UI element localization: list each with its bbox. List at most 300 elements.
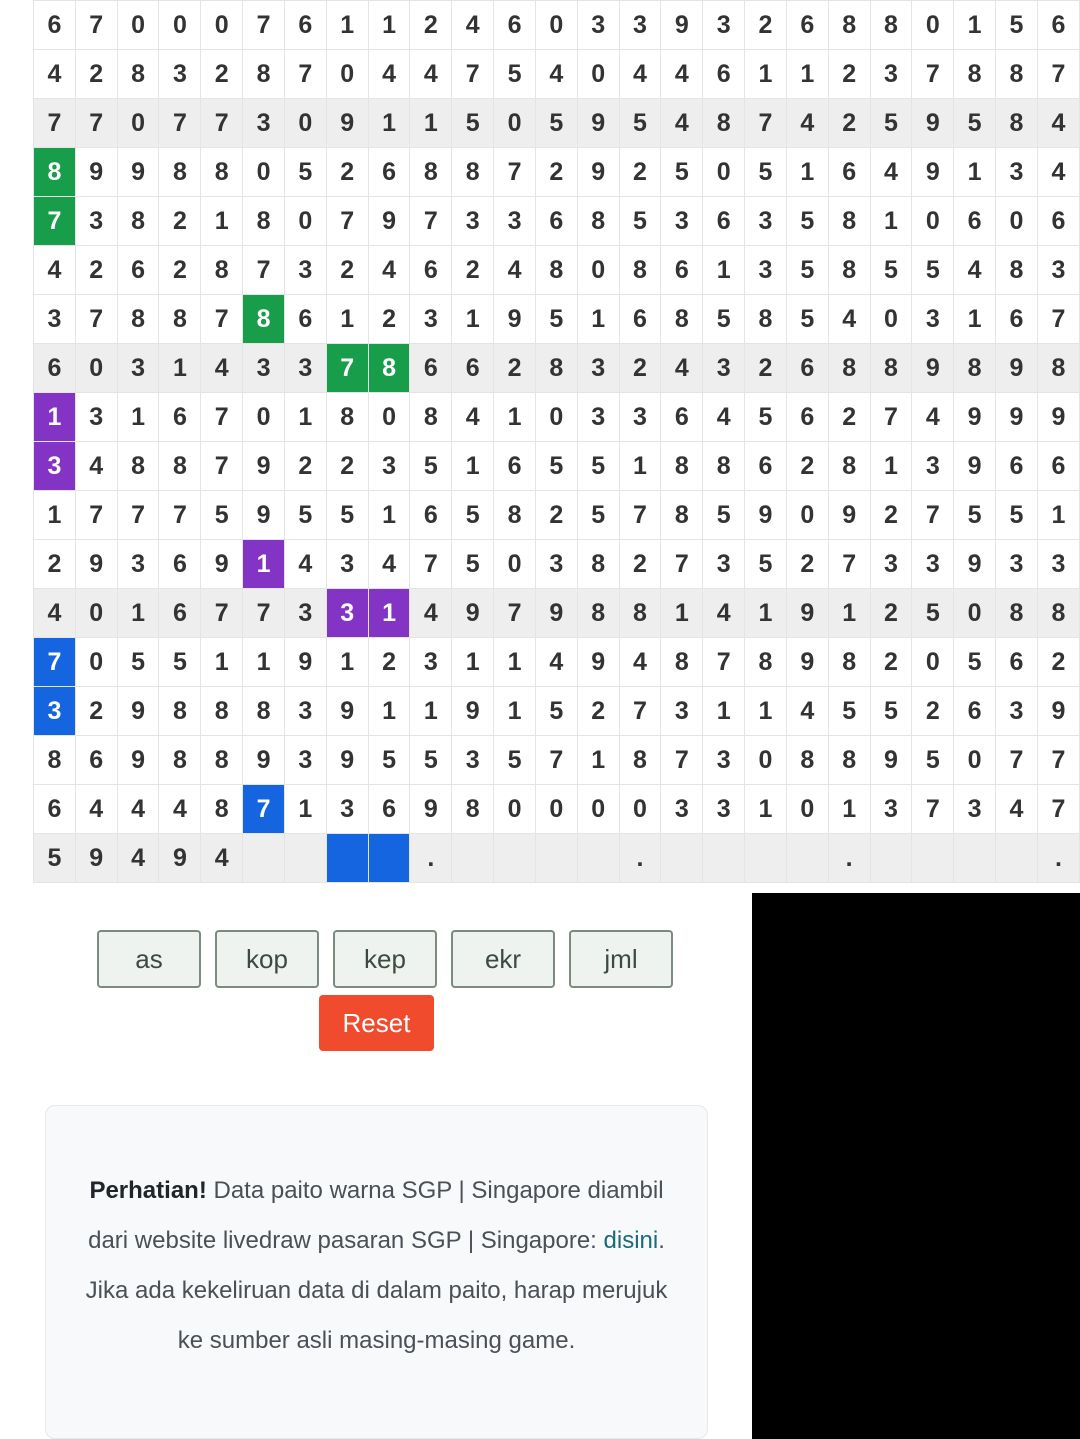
table-cell-digit: 1	[745, 50, 787, 99]
table-cell-digit: 5	[870, 99, 912, 148]
table-cell-digit: 3	[703, 540, 745, 589]
table-cell-digit: 6	[284, 1, 326, 50]
table-cell-separator: 4	[410, 589, 452, 638]
table-cell-separator: 2	[828, 99, 870, 148]
table-cell-separator: 9	[201, 540, 243, 589]
table-cell-digit: 3	[284, 589, 326, 638]
table-row	[34, 687, 1080, 736]
table-cell-digit: 1	[745, 785, 787, 834]
table-cell-digit: 0	[577, 50, 619, 99]
table-cell-digit: 6	[703, 50, 745, 99]
table-cell-digit: 8	[34, 736, 76, 785]
table-cell-separator: 8	[828, 442, 870, 491]
table-row	[34, 197, 1080, 246]
table-cell-digit: 4	[34, 246, 76, 295]
table-cell-digit: 3	[577, 393, 619, 442]
table-cell-digit: 3	[284, 246, 326, 295]
table-cell-digit: 4	[661, 50, 703, 99]
table-cell-separator: 6	[410, 491, 452, 540]
table-cell-separator: 8	[828, 344, 870, 393]
table-cell-separator: 1	[201, 638, 243, 687]
table-cell-digit: 1	[284, 785, 326, 834]
table-cell-separator: 1	[828, 589, 870, 638]
table-cell-digit: 8	[452, 148, 494, 197]
table-cell-digit: 5	[159, 638, 201, 687]
table-cell-digit: 1	[326, 295, 368, 344]
table-cell-digit: 3	[75, 197, 117, 246]
table-cell-digit: 8	[34, 148, 76, 197]
table-cell-digit: 6	[368, 148, 410, 197]
filter-button-row	[97, 930, 657, 988]
table-cell-digit: 7	[75, 99, 117, 148]
table-cell-digit: 0	[535, 785, 577, 834]
table-cell-digit: 0	[912, 197, 954, 246]
reset-button[interactable]: Reset	[319, 995, 434, 1051]
table-cell-digit: 8	[577, 197, 619, 246]
table-cell-digit: 3	[452, 197, 494, 246]
table-cell-separator: 4	[619, 638, 661, 687]
table-cell-digit: 3	[117, 540, 159, 589]
table-cell-digit: 1	[326, 1, 368, 50]
table-cell-separator: 9	[828, 491, 870, 540]
table-cell-digit: 0	[954, 736, 996, 785]
table-cell-digit: 6	[159, 540, 201, 589]
table-cell-digit: 8	[703, 99, 745, 148]
table-cell-separator: 7	[201, 442, 243, 491]
table-cell-digit: 7	[75, 491, 117, 540]
table-cell-separator: 7	[1037, 295, 1079, 344]
tab-jml[interactable]: jml	[569, 930, 673, 988]
table-cell-separator: 7	[201, 99, 243, 148]
table-cell-digit: 1	[243, 540, 285, 589]
table-cell-separator: 3	[1037, 540, 1079, 589]
table-cell-digit: 2	[577, 687, 619, 736]
tab-as[interactable]: as	[97, 930, 201, 988]
table-cell-digit: 5	[452, 99, 494, 148]
table-cell-separator: 9	[1037, 687, 1079, 736]
table-cell-digit: 0	[117, 99, 159, 148]
table-cell-digit: 7	[75, 295, 117, 344]
table-cell-digit: 4	[75, 442, 117, 491]
table-cell-digit	[494, 834, 536, 883]
table-cell-digit: 7	[996, 736, 1038, 785]
table-cell-separator: 8	[1037, 589, 1079, 638]
notice-text-part2: . Jika ada kekeliruan data di dalam paito, harap merujuk ke sumber asli masing-masing game.	[85, 1227, 668, 1354]
table-cell-digit: 4	[870, 148, 912, 197]
table-cell-separator: 5	[828, 687, 870, 736]
table-cell-digit: 9	[661, 1, 703, 50]
table-cell-digit: 6	[159, 589, 201, 638]
table-cell-digit: 3	[326, 589, 368, 638]
table-cell-digit: 6	[34, 785, 76, 834]
table-cell-digit: 6	[954, 197, 996, 246]
table-cell-digit: 7	[326, 344, 368, 393]
table-cell-separator: 8	[619, 589, 661, 638]
table-cell-digit: 9	[954, 540, 996, 589]
table-cell-separator: 7	[619, 491, 661, 540]
table-cell-digit: 5	[326, 491, 368, 540]
table-cell-digit: 6	[494, 1, 536, 50]
table-cell-separator: 8	[828, 638, 870, 687]
table-cell-digit: 0	[535, 1, 577, 50]
table-cell-digit: 4	[284, 540, 326, 589]
table-row	[34, 834, 1080, 883]
table-cell-digit: 1	[368, 589, 410, 638]
table-cell-digit: 8	[117, 295, 159, 344]
table-cell-separator: 8	[1037, 344, 1079, 393]
table-cell-digit: 2	[786, 442, 828, 491]
table-cell-digit: 9	[786, 638, 828, 687]
table-cell-separator: 4	[619, 50, 661, 99]
table-cell-separator: 1	[410, 687, 452, 736]
table-cell-digit: 7	[159, 99, 201, 148]
table-cell-digit: 8	[159, 295, 201, 344]
table-cell-digit: 5	[452, 491, 494, 540]
table-cell-separator: 7	[1037, 785, 1079, 834]
table-cell-digit: 8	[870, 344, 912, 393]
table-cell-digit: 8	[745, 638, 787, 687]
table-cell-digit: 2	[786, 540, 828, 589]
table-cell-digit: 1	[159, 344, 201, 393]
table-cell-digit: 8	[535, 344, 577, 393]
table-cell-digit: 3	[326, 785, 368, 834]
table-cell-digit: 5	[745, 540, 787, 589]
table-row	[34, 540, 1080, 589]
table-cell-separator: 2	[619, 148, 661, 197]
table-cell-digit	[786, 834, 828, 883]
table-cell-digit: 7	[34, 197, 76, 246]
table-cell-separator: 2	[619, 344, 661, 393]
table-cell-digit: 5	[996, 491, 1038, 540]
table-cell-digit: 8	[494, 491, 536, 540]
table-cell-digit: 9	[912, 99, 954, 148]
table-cell-digit: 2	[75, 687, 117, 736]
table-cell-digit: 5	[954, 638, 996, 687]
table-cell-digit: 9	[75, 834, 117, 883]
table-cell-digit: 8	[954, 344, 996, 393]
table-cell-separator: 7	[201, 589, 243, 638]
table-cell-digit: 8	[243, 197, 285, 246]
table-cell-digit: 7	[34, 638, 76, 687]
table-row	[34, 1, 1080, 50]
table-cell-digit: 8	[159, 736, 201, 785]
table-row	[34, 638, 1080, 687]
table-cell-digit: 3	[75, 393, 117, 442]
table-cell-digit: 8	[996, 589, 1038, 638]
table-row	[34, 785, 1080, 834]
table-cell-digit: 7	[661, 736, 703, 785]
table-cell-separator: 2	[828, 393, 870, 442]
table-cell-digit: 0	[494, 785, 536, 834]
table-row	[34, 50, 1080, 99]
table-cell-separator: 6	[1037, 442, 1079, 491]
table-cell-digit: 1	[954, 148, 996, 197]
table-cell-digit: 8	[535, 246, 577, 295]
table-cell-digit: 2	[452, 246, 494, 295]
table-cell-digit: 2	[326, 246, 368, 295]
table-cell-digit: 2	[870, 638, 912, 687]
table-cell-digit: 5	[786, 295, 828, 344]
table-cell-digit: 5	[284, 148, 326, 197]
table-cell-digit: 5	[452, 540, 494, 589]
table-cell-digit: 3	[996, 148, 1038, 197]
table-cell-digit: 9	[243, 736, 285, 785]
table-cell-separator: 3	[619, 1, 661, 50]
table-cell-digit: 0	[75, 589, 117, 638]
table-cell-digit: 0	[326, 50, 368, 99]
table-cell-digit: 8	[452, 785, 494, 834]
table-cell-digit: 9	[577, 148, 619, 197]
table-cell-digit: 5	[912, 246, 954, 295]
table-cell-digit: 4	[996, 785, 1038, 834]
table-cell-separator: 8	[828, 736, 870, 785]
table-cell-digit: 2	[535, 491, 577, 540]
table-cell-digit: 4	[368, 540, 410, 589]
table-cell-digit: 4	[535, 50, 577, 99]
table-cell-digit: 5	[912, 736, 954, 785]
table-cell-digit: 9	[870, 736, 912, 785]
table-cell-digit: 3	[703, 1, 745, 50]
table-cell-digit: 4	[34, 50, 76, 99]
table-cell-digit: 5	[661, 148, 703, 197]
table-cell-separator: 3	[410, 295, 452, 344]
table-cell-digit: 3	[912, 540, 954, 589]
ad-placeholder-panel	[752, 893, 1080, 1439]
table-cell-digit: 9	[159, 834, 201, 883]
table-cell-separator: 5	[201, 491, 243, 540]
table-row	[34, 491, 1080, 540]
table-cell-digit: 4	[494, 246, 536, 295]
table-cell-separator: 4	[410, 50, 452, 99]
table-cell-digit: 1	[452, 638, 494, 687]
table-cell-separator: 1	[410, 99, 452, 148]
table-cell-digit: 6	[34, 1, 76, 50]
table-cell-digit: 8	[786, 736, 828, 785]
table-cell-separator: 1	[1037, 491, 1079, 540]
table-cell-digit: 1	[703, 246, 745, 295]
table-cell-separator: 2	[828, 50, 870, 99]
table-cell-digit: 3	[870, 785, 912, 834]
tab-kep[interactable]: kep	[333, 930, 437, 988]
table-cell-digit: 1	[326, 638, 368, 687]
table-cell-digit: 1	[870, 442, 912, 491]
table-cell-digit: 3	[368, 442, 410, 491]
table-cell-digit: 1	[494, 393, 536, 442]
table-cell-separator: .	[1037, 834, 1079, 883]
table-cell-separator: 3	[1037, 246, 1079, 295]
table-cell-digit: 3	[870, 50, 912, 99]
table-cell-digit: 5	[870, 687, 912, 736]
table-cell-digit	[326, 834, 368, 883]
table-cell-digit: 5	[368, 736, 410, 785]
table-cell-digit: 6	[452, 344, 494, 393]
table-cell-digit: 5	[284, 491, 326, 540]
table-cell-digit: 3	[912, 442, 954, 491]
table-cell-separator: 3	[410, 638, 452, 687]
table-cell-digit: 8	[243, 50, 285, 99]
table-cell-digit: 9	[494, 295, 536, 344]
table-cell-digit: 7	[243, 1, 285, 50]
table-cell-separator: 5	[619, 197, 661, 246]
table-cell-digit: 2	[745, 1, 787, 50]
table-cell-digit: 2	[34, 540, 76, 589]
table-cell-digit: 0	[703, 148, 745, 197]
table-cell-digit: 3	[577, 344, 619, 393]
table-cell-digit: 3	[452, 736, 494, 785]
table-cell-digit: 2	[75, 246, 117, 295]
tab-kop[interactable]: kop	[215, 930, 319, 988]
table-cell-digit: 6	[159, 393, 201, 442]
table-cell-digit: 3	[703, 736, 745, 785]
table-cell-digit: 1	[745, 589, 787, 638]
table-cell-digit: 9	[368, 197, 410, 246]
table-cell-digit	[452, 834, 494, 883]
table-cell-digit: 0	[786, 785, 828, 834]
paito-table-container	[33, 0, 1080, 895]
table-cell-digit: 5	[117, 638, 159, 687]
table-cell-digit: 7	[661, 540, 703, 589]
table-cell-digit: 0	[535, 393, 577, 442]
table-cell-digit: 6	[745, 442, 787, 491]
table-cell-digit: 6	[494, 442, 536, 491]
table-cell-digit: 6	[786, 393, 828, 442]
table-cell-digit: 7	[703, 638, 745, 687]
table-cell-digit: 9	[452, 687, 494, 736]
table-cell-digit: 9	[75, 148, 117, 197]
table-cell-separator: 1	[828, 785, 870, 834]
notice-bold-prefix: Perhatian!	[89, 1177, 207, 1204]
table-cell-digit: 7	[912, 50, 954, 99]
table-cell-digit: 1	[745, 687, 787, 736]
table-cell-digit: 5	[745, 393, 787, 442]
table-cell-digit: 6	[661, 393, 703, 442]
table-cell-digit: 3	[661, 687, 703, 736]
table-cell-separator: 8	[410, 393, 452, 442]
table-cell-separator: 4	[201, 834, 243, 883]
table-cell-digit: 1	[117, 393, 159, 442]
table-cell-digit: 3	[577, 1, 619, 50]
table-cell-digit: 4	[452, 393, 494, 442]
table-cell-digit: 8	[661, 638, 703, 687]
table-cell-digit: 4	[535, 638, 577, 687]
table-cell-digit: 1	[452, 442, 494, 491]
table-cell-digit: 4	[117, 834, 159, 883]
table-cell-separator: 7	[619, 687, 661, 736]
table-cell-digit: 1	[284, 393, 326, 442]
table-cell-digit: 3	[870, 540, 912, 589]
table-cell-digit: 5	[870, 246, 912, 295]
tab-ekr[interactable]: ekr	[451, 930, 555, 988]
table-cell-digit: 9	[243, 442, 285, 491]
table-cell-separator: 8	[201, 246, 243, 295]
table-cell-digit: 2	[284, 442, 326, 491]
table-cell-digit: 5	[703, 491, 745, 540]
table-row	[34, 589, 1080, 638]
table-cell-separator: 8	[201, 736, 243, 785]
table-row	[34, 344, 1080, 393]
notice-source-link[interactable]: disini	[603, 1227, 659, 1254]
table-cell-digit: 4	[661, 344, 703, 393]
table-row	[34, 393, 1080, 442]
table-cell-digit: 1	[368, 687, 410, 736]
table-cell-digit: 8	[117, 50, 159, 99]
table-row	[34, 246, 1080, 295]
table-cell-digit: 1	[954, 1, 996, 50]
table-cell-digit: 5	[996, 1, 1038, 50]
table-cell-separator: 4	[1037, 148, 1079, 197]
table-cell-digit: 8	[703, 442, 745, 491]
table-cell-digit: 8	[243, 687, 285, 736]
table-cell-digit: 4	[786, 687, 828, 736]
table-cell-digit: 3	[745, 246, 787, 295]
table-cell-digit: 8	[661, 295, 703, 344]
table-cell-digit: 0	[577, 246, 619, 295]
table-row	[34, 442, 1080, 491]
table-cell-digit: 3	[284, 736, 326, 785]
table-cell-digit: 1	[577, 295, 619, 344]
table-cell-digit	[535, 834, 577, 883]
table-cell-digit	[243, 834, 285, 883]
table-cell-separator: 4	[828, 295, 870, 344]
table-cell-digit: 0	[494, 99, 536, 148]
table-cell-digit: 9	[326, 99, 368, 148]
table-cell-digit: 9	[954, 442, 996, 491]
table-cell-digit: 4	[368, 50, 410, 99]
table-cell-digit: 8	[661, 442, 703, 491]
table-cell-digit: 2	[870, 491, 912, 540]
table-cell-separator: 8	[828, 1, 870, 50]
table-cell-digit: 1	[661, 589, 703, 638]
table-cell-digit: 8	[159, 442, 201, 491]
table-cell-digit: 9	[452, 589, 494, 638]
table-cell-separator: 6	[619, 295, 661, 344]
table-row	[34, 295, 1080, 344]
table-cell-digit: 5	[912, 589, 954, 638]
table-cell-digit: 1	[494, 638, 536, 687]
table-cell-digit: 4	[912, 393, 954, 442]
table-cell-digit: 0	[912, 1, 954, 50]
table-cell-separator: 0	[619, 785, 661, 834]
table-cell-separator: 6	[410, 246, 452, 295]
table-cell-digit: 3	[703, 344, 745, 393]
table-cell-separator: 8	[201, 687, 243, 736]
table-cell-digit	[954, 834, 996, 883]
table-cell-digit: 1	[577, 736, 619, 785]
table-cell-separator: 5	[410, 442, 452, 491]
table-cell-digit: 0	[243, 148, 285, 197]
table-cell-digit: 0	[494, 540, 536, 589]
table-cell-digit: 5	[494, 50, 536, 99]
table-cell-digit: 7	[745, 99, 787, 148]
table-cell-separator: 2	[1037, 638, 1079, 687]
table-cell-separator: 9	[1037, 393, 1079, 442]
table-cell-digit: 1	[117, 589, 159, 638]
table-cell-digit: 8	[954, 50, 996, 99]
table-cell-digit: 6	[535, 197, 577, 246]
table-cell-digit: 5	[34, 834, 76, 883]
table-cell-digit: 5	[954, 99, 996, 148]
table-cell-digit: 1	[870, 197, 912, 246]
reset-button-container	[319, 995, 434, 1051]
table-cell-digit: 9	[117, 736, 159, 785]
table-cell-digit: 9	[577, 99, 619, 148]
table-cell-digit: 9	[745, 491, 787, 540]
table-cell-digit: 1	[703, 687, 745, 736]
table-cell-digit: 3	[954, 785, 996, 834]
table-cell-digit: 6	[661, 246, 703, 295]
table-cell-digit: 9	[996, 393, 1038, 442]
table-cell-digit: 8	[996, 246, 1038, 295]
